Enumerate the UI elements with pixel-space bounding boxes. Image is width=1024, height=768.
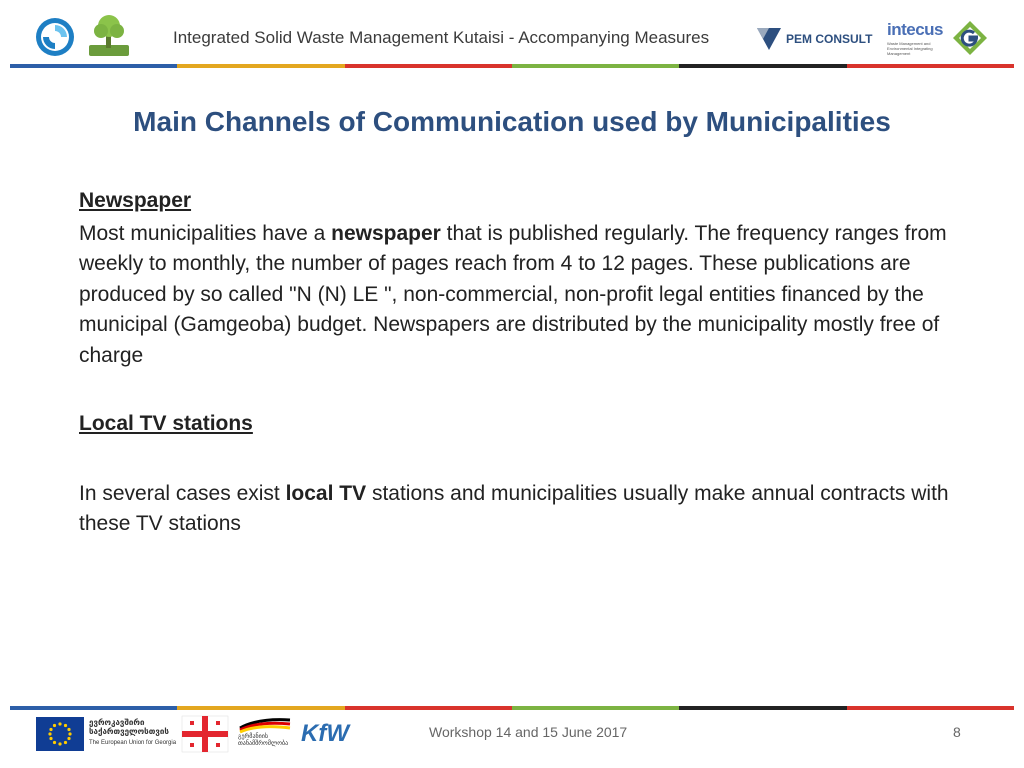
german-cooperation-text: გერმანიის თანამშრომლობა — [238, 734, 289, 747]
header-title: Integrated Solid Waste Management Kutaisi - Accompanying Measures — [173, 28, 710, 47]
page-number: 8 — [953, 724, 961, 740]
german-cooperation-icon — [238, 716, 294, 732]
kfw-logo: KfW — [301, 720, 349, 747]
intecus-tagline: Waste Management and Environmental Integrating Management — [887, 41, 933, 56]
footer-color-stripe — [10, 706, 1014, 710]
newspaper-heading: Newspaper — [79, 189, 192, 212]
local-tv-bold-term: local TV — [285, 481, 367, 505]
local-tv-text-rest: stations and municipalities usually make annual contracts with these TV stations — [79, 481, 949, 535]
slide-title: Main Channels of Communication used by Municipalities — [133, 106, 891, 137]
header-color-stripe — [10, 64, 1014, 68]
eu-logo-text — [89, 718, 176, 748]
eu-line-3: The European Union for Georgia — [89, 740, 177, 746]
slide-content — [79, 186, 969, 540]
pem-consult-chevron-icon — [756, 26, 782, 52]
g-diamond-logo-icon — [952, 20, 988, 56]
header — [0, 0, 1024, 70]
eu-line-1: ევროკავშირი — [89, 718, 145, 727]
circular-globe-logo-icon — [35, 17, 75, 57]
workshop-footer: Workshop 14 and 15 June 2017 — [429, 724, 628, 740]
newspaper-text-rest: that is published regularly. The frequency ranges from weekly to monthly, the number of pages reach from 4 to 12 pages. These publications are produced by so called "N (N) LE ", non-commercial, non-profit legal entities financed by the municipal (Gamgeoba) budget. Newspapers are distributed by the municipality mostly free of charge — [79, 221, 947, 367]
eu-line-2: საქართველოსთვის — [89, 727, 169, 736]
tree-logo-icon — [86, 12, 132, 58]
georgia-flag-icon — [182, 716, 228, 752]
newspaper-text-start: Most municipalities have a — [79, 221, 332, 245]
local-tv-paragraph — [79, 479, 969, 540]
local-tv-heading: Local TV stations — [79, 412, 253, 435]
intecus-logo: intecus — [887, 20, 944, 39]
eu-flag-icon — [36, 717, 84, 751]
newspaper-paragraph — [79, 219, 969, 372]
newspaper-bold-term: newspaper — [331, 221, 441, 245]
local-tv-text-start: In several cases exist — [79, 481, 286, 505]
pem-consult-logo: PEM CONSULT — [786, 32, 873, 46]
